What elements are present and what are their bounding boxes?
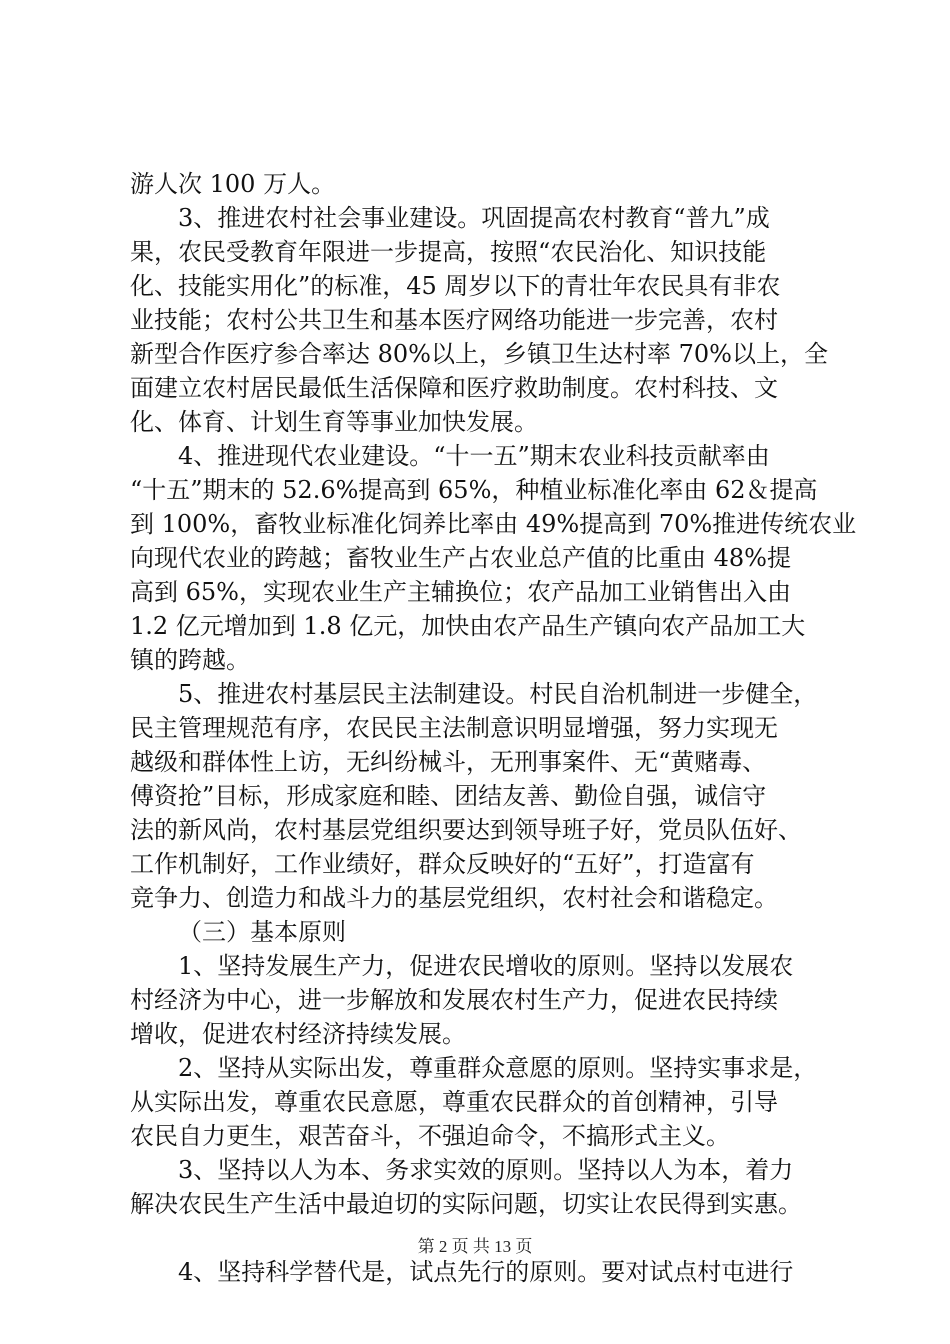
- text-line: 业技能；农村公共卫生和基本医疗网络功能进一步完善，农村: [130, 306, 778, 334]
- text-line: 2、坚持从实际出发，尊重群众意愿的原则。坚持实事求是，: [178, 1054, 818, 1082]
- text-line: 新型合作医疗参合率达 80%以上，乡镇卫生达村率 70%以上，全: [130, 340, 828, 368]
- text-line: 民主管理规范有序，农民民主法制意识明显增强，努力实现无: [130, 714, 778, 742]
- text-line: 解决农民生产生活中最迫切的实际问题，切实让农民得到实惠。: [130, 1190, 802, 1218]
- text-line: 1.2 亿元增加到 1.8 亿元，加快由农产品生产镇向农产品加工大: [130, 612, 806, 640]
- text-line: 农民自力更生，艰苦奋斗，不强迫命令，不搞形式主义。: [130, 1122, 730, 1150]
- text-line: 游人次 100 万人。: [130, 170, 336, 198]
- text-line: 向现代农业的跨越；畜牧业生产占农业总产值的比重由 48%提: [130, 544, 791, 572]
- text-line: 面建立农村居民最低生活保障和医疗救助制度。农村科技、文: [130, 374, 778, 402]
- text-line: 果，农民受教育年限进一步提高，按照“农民治化、知识技能: [130, 238, 767, 266]
- text-line: 法的新风尚，农村基层党组织要达到领导班子好，党员队伍好、: [130, 816, 802, 844]
- text-line: 化、体育、计划生育等事业加快发展。: [130, 408, 538, 436]
- text-line: 傅资抢”目标，形成家庭和睦、团结友善、勤俭自强，诚信守: [130, 782, 767, 810]
- text-line: 越级和群体性上访，无纠纷械斗，无刑事案件、无“黄赌毒、: [130, 748, 767, 776]
- text-line: 竞争力、创造力和战斗力的基层党组织，农村社会和谐稳定。: [130, 884, 778, 912]
- text-line: “十五”期末的 52.6%提高到 65%，种植业标准化率由 62＆提高: [130, 476, 818, 504]
- text-line: 4、推进现代农业建设。“十一五”期末农业科技贡献率由: [178, 442, 770, 470]
- text-line: 化、技能实用化”的标准，45 周岁以下的青壮年农民具有非农: [130, 272, 781, 300]
- text-line: 3、坚持以人为本、务求实效的原则。坚持以人为本，着力: [178, 1156, 794, 1184]
- text-line: 1、坚持发展生产力，促进农民增收的原则。坚持以发展农: [178, 952, 794, 980]
- text-line: 5、推进农村基层民主法制建设。村民自治机制进一步健全，: [178, 680, 818, 708]
- text-line: 增收，促进农村经济持续发展。: [130, 1020, 466, 1048]
- text-line: 3、推进农村社会事业建设。巩固提高农村教育“普九”成: [178, 204, 770, 232]
- page-number-footer: 第 2 页 共 13 页: [417, 1237, 533, 1256]
- text-line: 4、坚持科学替代是，试点先行的原则。要对试点村屯进行: [178, 1258, 794, 1286]
- text-line: 工作机制好，工作业绩好，群众反映好的“五好”，打造富有: [130, 850, 755, 878]
- text-line: 从实际出发，尊重农民意愿，尊重农民群众的首创精神，引导: [130, 1088, 778, 1116]
- text-line: 村经济为中心，进一步解放和发展农村生产力，促进农民持续: [130, 986, 778, 1014]
- text-line: 镇的跨越。: [130, 646, 250, 674]
- section-heading: （三）基本原则: [178, 918, 346, 946]
- text-line: 到 100%，畜牧业标准化饲养比率由 49%提高到 70%推进传统农业: [130, 510, 857, 538]
- text-line: 高到 65%，实现农业生产主辅换位；农产品加工业销售出入由: [130, 578, 791, 606]
